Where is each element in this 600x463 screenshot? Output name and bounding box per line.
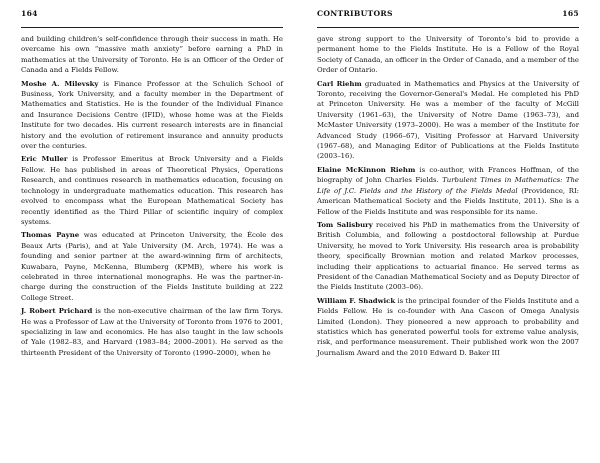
bio-text: graduated in Mathematics and Physics at the University of Toronto, receiving the Governor-General's Medal. He completed his PhD at Princeton University. He was a member of the faculty of McGill University (1961–63), the University of Notre Dame (1963–73), and McMaster University (1973–2000). He was a member of the Institute for Advanced Study (1966–67), Visiting Professor at Harvard University (1967–68), and Managing Editor of Publications at the Fields Institute (2003–16). [317, 79, 579, 161]
bio-text: and building children's self-confidence through their success in math. He overcame his own “massive math anxiety” before earning a PhD in mathematics at the University of Toronto. He is an Officer of the Order of Canada and a Fields Fellow. [21, 35, 283, 75]
bio-paragraph [317, 34, 579, 76]
contributor-name: William F. Shadwick [317, 296, 396, 305]
bio-text: is the principal founder of the Fields Institute and a Fields Fellow. He is co-founder with Ana Cascon of Omega Analysis Limited (London). They pioneered a new approach to probability and statistics which has generated powerful tools for extreme value analysis, risk, and performance measurement. Their published work won the 2007 Journalism Award and the 2010 Edward D. Baker III [317, 296, 579, 357]
bio-text: is Professor Emeritus at Brock University and a Fields Fellow. He has published in areas of Theoretical Physics, Operations Research, and continues research in mathematics education, focusing on technology in undergraduate mathematics education. This research has evolved to encompass what the European Mathematical Society has recently identified as the Third Pillar of scientific inquiry of complex systems. [21, 155, 283, 226]
contributor-name: Tom Salisbury [317, 220, 373, 229]
running-head: CONTRIBUTORS [317, 9, 393, 18]
bio-text: (Providence, RI: American Mathematical Society and the Fields Institute, 2011). She is a Fellow of the Fields Institute and was responsible for its name. [317, 186, 580, 216]
bio-text: is Finance Professor at the Schulich School of Business, York University, and a faculty member in the Department of Mathematics and Statistics. He is the founder of the Individual Finance and Insurance Decisions Centre (IFID), whose home was at the Fields Institute for two decades. His current research interests are in financial history and the evolution of retirement insurance and annuity products over the centuries. [21, 79, 283, 151]
bio-text: is co-author, with Frances Hoffman, of the biography of John Charles Fields. [317, 165, 579, 185]
right-page-header [317, 5, 579, 28]
bio-text: received his PhD in mathematics from the University of British Columbia, and following a postdoctoral fellowship at Purdue University, he moved to York University. His research area is probability theory, specifically Brownian motion and related Markov processes, including their applications to actuarial finance. He served terms as President of the Canadian Mathematical Society and as Deputy Director of the Fields Institute (2003–06). [317, 220, 579, 292]
left-page-header [21, 5, 283, 28]
bio-text: is the non-executive chairman of the law firm Torys. He was a Professor of Law at the University of Toronto from 1976 to 2001, specializing in law and economics. He has also taught in the law schools of Yale (1982–83, and Harvard (1983–84; 2000–2001). He served as the thirteenth President of the University of Toronto (1990–2000), when he [21, 307, 283, 357]
right-page-body [317, 34, 579, 358]
bio-text: was educated at Princeton University, the École des Beaux Arts (Paris), and at Yale University (M. Arch, 1974). He was a founding and senior partner at the award-winning firm of architects, Kuwabara, Payne, McKenna, Blumberg (KPMB), where his work is celebrated in three international monographs. He was the partner-in-charge during the construction of the Fields Institute building at 222 College Street. [21, 231, 283, 302]
contributor-name: Moshe A. Milevsky [21, 79, 99, 88]
bio-text: gave strong support to the University of Toronto's bid to provide a permanent home to the Fields Institute. He is a Fellow of the Royal Society of Canada, an officer in the Order of Canada, and a member of the Order of Ontario. [317, 35, 579, 75]
left-page-number: 164 [21, 9, 38, 18]
right-page [300, 0, 600, 463]
right-page-number: 165 [562, 9, 579, 18]
bio-paragraph [317, 220, 579, 293]
book-title: Turbulent Times in Mathematics: The Life of J.C. Fields and the History of the Fields Medal [317, 176, 579, 195]
bio-paragraph [21, 34, 283, 76]
bio-paragraph [317, 165, 579, 217]
bio-paragraph [21, 154, 283, 227]
contributor-name: Thomas Payne [21, 231, 80, 240]
contributor-name: Eric Muller [21, 155, 68, 164]
contributor-name: Carl Riehm [317, 79, 362, 88]
bio-paragraph [21, 306, 283, 358]
bio-paragraph [21, 230, 283, 303]
contributor-name: J. Robert Prichard [21, 307, 93, 316]
bio-paragraph [21, 79, 283, 152]
bio-paragraph [317, 79, 579, 162]
bio-paragraph [317, 296, 579, 358]
left-page-body [21, 34, 283, 358]
contributor-name: Elaine McKinnon Riehm [317, 165, 416, 174]
